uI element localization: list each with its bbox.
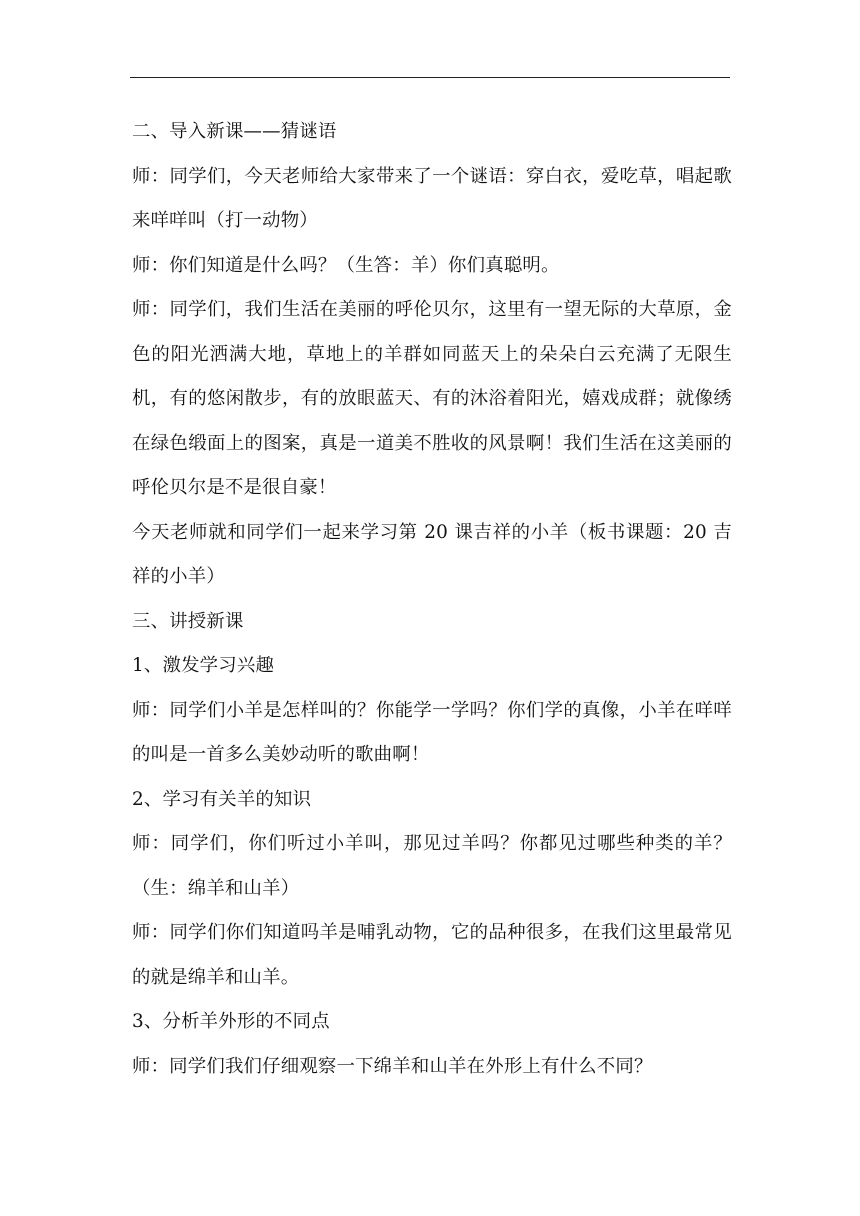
paragraph-sheep-call: 师：同学们小羊是怎样叫的？你能学一学吗？你们学的真像，小羊在咩咩的叫是一首多么美妙动听的歌曲啊！ <box>132 699 732 765</box>
header-rule <box>130 77 730 78</box>
section-heading-intro: 二、导入新课——猜谜语 <box>132 121 337 142</box>
paragraph-lesson-title: 今天老师就和同学们一起来学习第 20 课吉祥的小羊（板书课题：20 吉祥的小羊） <box>132 521 732 587</box>
paragraph-answer: 师：你们知道是什么吗？（生答：羊）你们真聪明。 <box>132 254 560 276</box>
paragraph-hulunbuir: 师：同学们，我们生活在美丽的呼伦贝尔，这里有一望无际的大草原，金色的阳光洒满大地，草地上的羊群如同蓝天上的朵朵白云充满了无限生机，有的悠闲散步，有的放眼蓝天、有的沐浴着阳光，嬉戏成群；就像绣在绿色缎面上的图案，真是一道美不胜收的风景啊！我们生活在这美丽的呼伦贝尔是不是很自豪！ <box>132 299 732 498</box>
subheading-appearance: 3、分析羊外形的不同点 <box>132 1011 330 1032</box>
section-heading-new-lesson: 三、讲授新课 <box>132 610 244 632</box>
subheading-knowledge: 2、学习有关羊的知识 <box>132 788 312 810</box>
paragraph-mammal: 师：同学们你们知道吗羊是哺乳动物，它的品种很多，在我们这里最常见的就是绵羊和山羊。 <box>132 922 732 988</box>
subheading-interest: 1、激发学习兴趣 <box>132 655 275 676</box>
paragraph-observe: 师：同学们我们仔细观察一下绵羊和山羊在外形上有什么不同？ <box>132 1055 653 1077</box>
paragraph-seen-sheep: 师：同学们，你们听过小羊叫，那见过羊吗？你都见过哪些种类的羊？（生：绵羊和山羊） <box>132 833 732 899</box>
document-body <box>132 110 732 1089</box>
paragraph-riddle: 师：同学们，今天老师给大家带来了一个谜语：穿白衣，爱吃草，唱起歌来咩咩叫（打一动物） <box>132 165 732 231</box>
